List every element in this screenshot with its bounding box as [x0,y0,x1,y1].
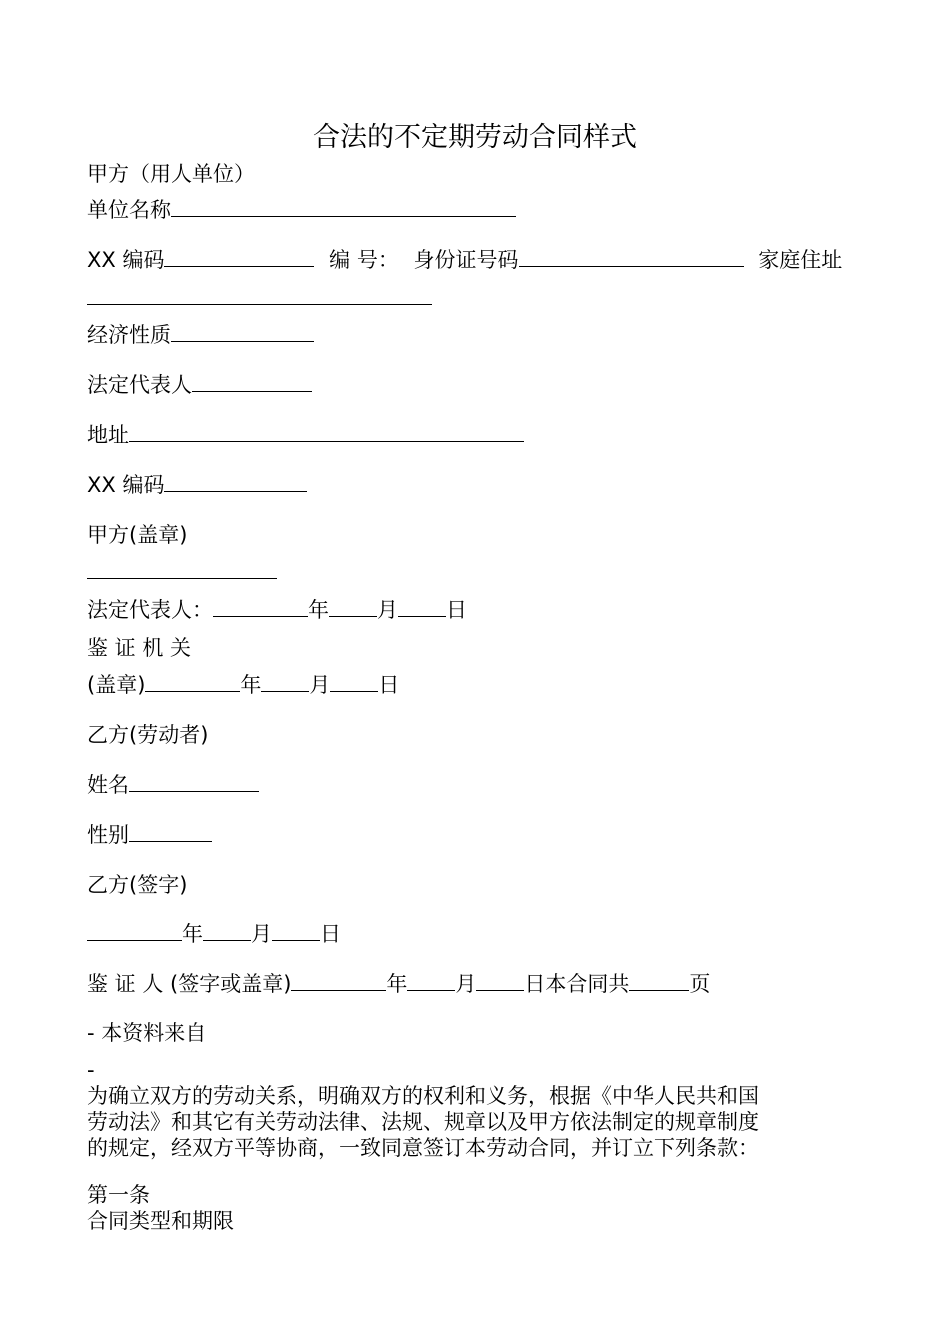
legal-rep-sign-blank [213,596,308,617]
notary-month-blank [261,671,309,692]
notary-year-label: 年 [240,673,262,697]
preamble-line-3: 的规定，经双方平等协商，一致同意签订本劳动合同，并订立下列条款： [87,1136,759,1160]
code-label: XX 编码 [87,248,165,272]
notary-day-label: 日 [378,673,400,697]
code-id-row [87,246,842,274]
code-blank [164,246,314,267]
party-a-heading: 甲方（用人单位） [87,162,255,186]
party-b-month-blank [203,920,251,941]
preamble-line-1: 为确立双方的劳动关系，明确双方的权利和义务，根据《中华人民共和国 [87,1084,759,1108]
dash-line: - [87,1058,95,1082]
legal-rep-date-label: 法定代表人： [87,598,213,622]
party-b-gender-row [87,821,212,849]
party-b-year-blank [87,920,182,941]
witness-month-blank [407,970,455,991]
code-label-2: XX 编码 [87,473,165,497]
party-a-seal: 甲方(盖章) [87,523,188,547]
notary-seal-row [87,671,399,699]
witness-year-blank [291,970,386,991]
party-b-name-row [87,771,259,799]
unit-name-row [87,196,516,224]
witness-pages-suffix: 页 [689,972,711,996]
unit-name-label: 单位名称 [87,198,171,222]
year-label: 年 [308,598,329,622]
address-label: 地址 [87,423,129,447]
party-b-day-label: 日 [320,922,341,946]
notary-day-blank [330,671,378,692]
month-label: 月 [377,598,398,622]
id-label: 身份证号码 [413,248,519,272]
notary-year-blank [145,671,240,692]
preamble-line-2: 劳动法》和其它有关劳动法律、法规、规章以及甲方依法制定的规章制度 [87,1110,759,1134]
economic-nature-row [87,321,314,349]
notary-seal-label: (盖章) [87,673,146,697]
economic-nature-label: 经济性质 [87,323,171,347]
party-b-gender-blank [129,821,212,842]
home-address-blank [87,284,432,305]
witness-row [87,970,710,998]
party-b-name-label: 姓名 [87,773,129,797]
number-label: 编 号： [329,248,399,272]
home-address-label: 家庭住址 [758,248,843,272]
article-1-heading: 合同类型和期限 [87,1209,234,1233]
home-address-row [87,284,432,312]
unit-name-blank [171,196,516,217]
address-blank [129,421,524,442]
party-a-seal-blank-row [87,558,277,586]
party-b-gender-label: 性别 [87,823,129,847]
day-blank [398,596,446,617]
witness-year-label: 年 [386,972,408,996]
party-b-name-blank [129,771,259,792]
document-title: 合法的不定期劳动合同样式 [313,122,637,153]
article-1-number: 第一条 [87,1183,150,1207]
notary-authority-label: 鉴 证 机 关 [87,636,192,660]
legal-rep-label: 法定代表人 [87,373,192,397]
economic-nature-blank [171,321,314,342]
month-blank [329,596,377,617]
party-a-seal-blank [87,558,277,579]
party-b-day-blank [272,920,320,941]
witness-month-label: 月 [455,972,477,996]
day-label: 日 [446,598,467,622]
page-count-blank [629,970,689,991]
witness-pages-prefix: 日本合同共 [524,972,630,996]
code-row-2 [87,471,307,499]
legal-rep-blank [192,371,312,392]
witness-day-blank [476,970,524,991]
address-row [87,421,524,449]
source-line: - 本资料来自 [87,1021,207,1045]
witness-label: 鉴 证 人 (签字或盖章) [87,972,292,996]
party-b-date-row [87,920,341,948]
party-b-month-label: 月 [251,922,272,946]
id-blank [519,246,744,267]
party-b-sign-label: 乙方(签字) [87,873,188,897]
code-blank-2 [164,471,307,492]
legal-rep-date-row [87,596,467,624]
legal-rep-row [87,371,312,399]
notary-month-label: 月 [309,673,331,697]
party-b-year-label: 年 [182,922,203,946]
party-b-heading: 乙方(劳动者) [87,723,209,747]
